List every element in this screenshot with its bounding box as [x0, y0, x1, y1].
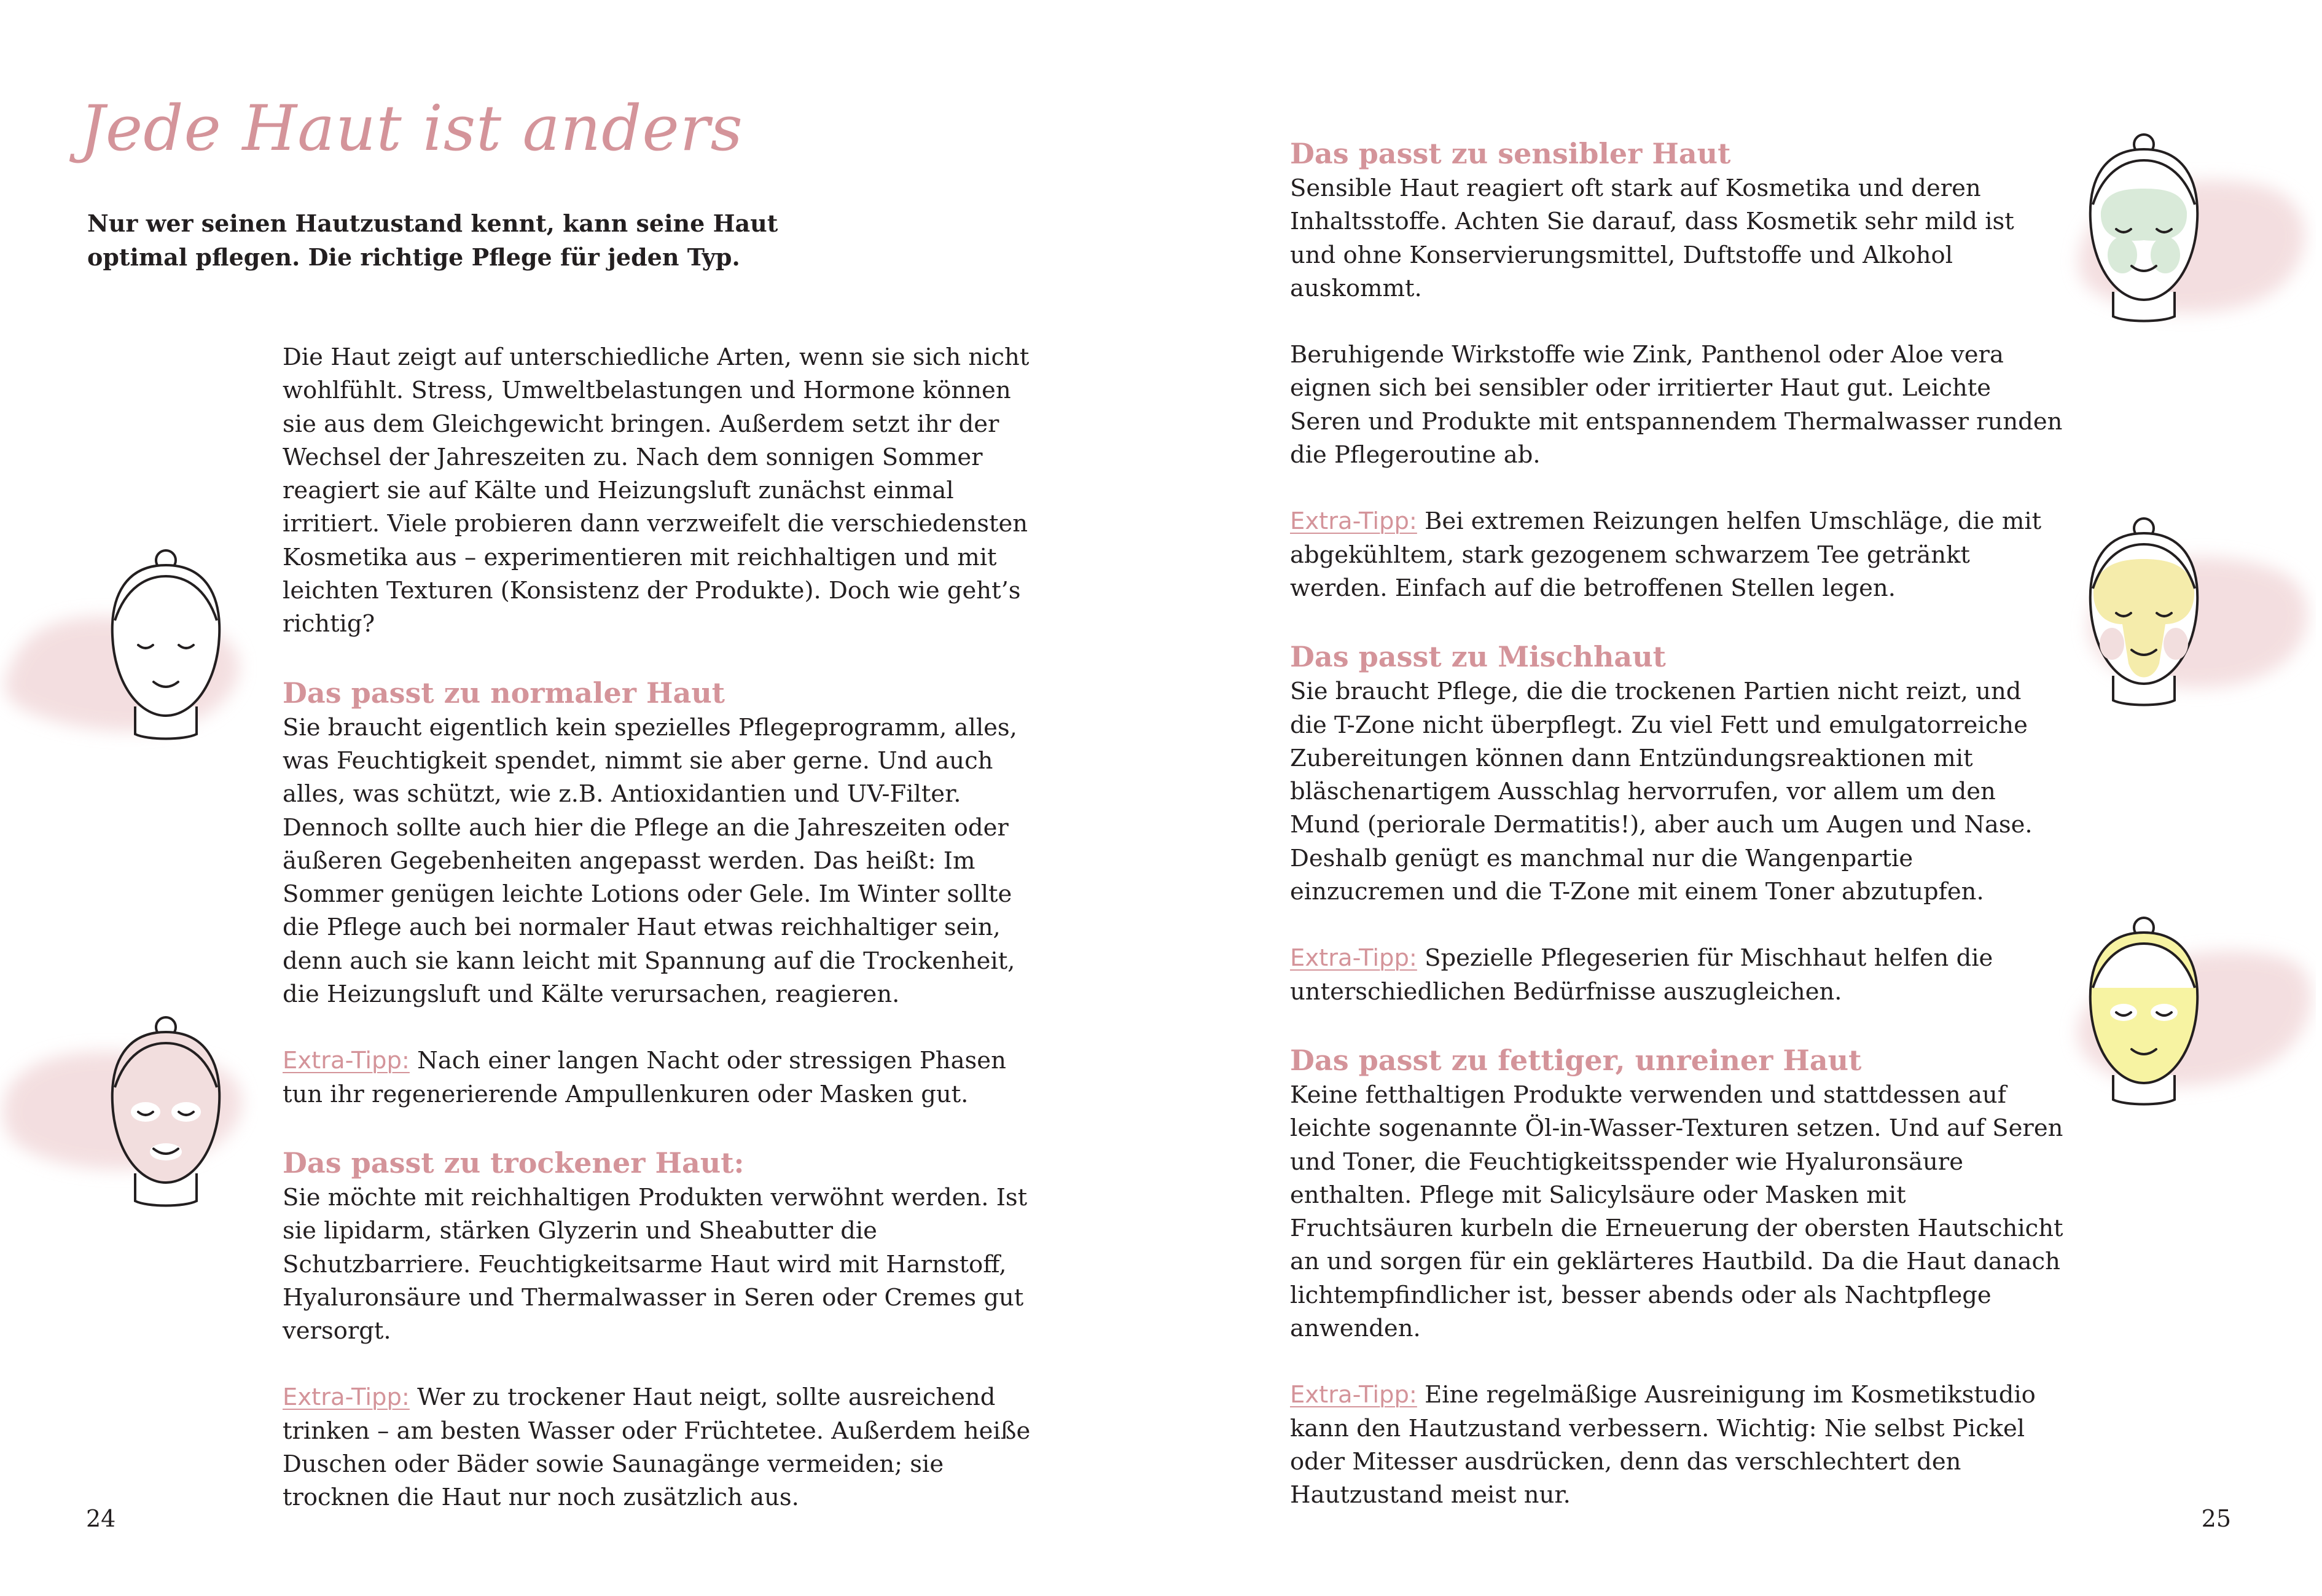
face-dry-skin-mask-icon [0, 995, 258, 1216]
right-page [1161, 0, 2322, 1596]
tip-sensitive-skin [1290, 505, 2064, 605]
text-dry-skin: Sie möchte mit reichhaltigen Produkten verwöhnt werden. Ist sie lipidarm, stärken Glyzerin und Sheabutter die Schutzbarriere. Feuchtigkeitsarme Haut wird mit Harnstoff, Hyaluronsäure und Thermalwasser in Seren oder Cremes gut versorgt. [283, 1183, 1028, 1345]
face-normal-skin-icon [0, 528, 258, 749]
heading-dry-skin: Das passt zu trockener Haut: [283, 1146, 745, 1179]
extra-tip-label: Extra-Tipp: [283, 1383, 410, 1412]
text-normal-skin: Sie braucht eigentlich kein spezielles Pflegeprogramm, alles, was Feuchtigkeit spendet, nimmt sie aber gerne. Und auch alles, was schützt, wie z.B. Antioxidantien und UV-Filter. Dennoch sollte auch hier die Pflege an die Jahreszeiten oder äußeren Gegebenheiten angepasst werden. Das heißt: Im Sommer genügen leichte Lotions oder Gele. Im Winter sollte die Pflege auch bei normaler Haut etwas reichhaltiger sein, denn auch sie kann leicht mit Spannung auf die Trockenheit, die Heizungsluft und Kälte verursachen, reagieren. [283, 713, 1017, 1009]
extra-tip-label: Extra-Tipp: [1290, 944, 1417, 972]
page-number-left: 24 [86, 1505, 116, 1532]
extra-tip-text: Bei extremen Reizungen helfen Umschläge, die mit abgekühltem, stark gezogenem schwarzem Tee getränkt werden. Einfach auf die betroffenen Stellen legen. [1290, 507, 2042, 602]
extra-tip-label: Extra-Tipp: [283, 1047, 410, 1075]
face-combination-skin-icon [2058, 504, 2316, 725]
face-oily-skin-icon [2058, 903, 2316, 1124]
extra-tip-text: Eine regelmäßige Ausreinigung im Kosmetikstudio kann den Hautzustand verbessern. Wichtig: Nie selbst Pickel oder Mitesser ausdrücken, denn das verschlechtert den Hautzustand meist nur. [1290, 1381, 2036, 1509]
tip-dry-skin [283, 1381, 1044, 1514]
extra-tip-text: Nach einer langen Nacht oder stressigen Phasen tun ihr regenerierende Ampullenkuren oder Masken gut. [283, 1047, 1006, 1108]
text-oily-skin: Keine fetthaltigen Produkte verwenden und stattdessen auf leichte sogenannte Öl-in-Wasser-Texturen setzen. Und auf Seren und Toner, die Feuchtigkeitsspender wie Hyaluronsäure enthalten. Pflege mit Salicylsäure oder Masken mit Fruchtsäuren kurbeln die Erneuerung der obersten Hautschicht an und sorgen für ein geklärteres Hautbild. Da die Haut danach lichtempfindlicher ist, besser abends oder als Nachtpflege anwenden. [1290, 1081, 2063, 1343]
tip-oily-skin [1290, 1379, 2064, 1512]
heading-oily-skin: Das passt zu fettiger, unreiner Haut [1290, 1043, 1862, 1077]
tip-combination-skin [1290, 942, 2064, 1009]
right-column [1290, 135, 2064, 1546]
heading-normal-skin: Das passt zu normaler Haut [283, 676, 725, 710]
intro-text: Nur wer seinen Hautzustand kennt, kann seine Haut optimal pflegen. Die richtige Pflege für jeden Typ. [87, 209, 778, 271]
page-title: Jede Haut ist anders [80, 92, 743, 165]
tip-normal-skin [283, 1044, 1044, 1111]
page-number-right: 25 [2201, 1505, 2231, 1532]
extra-tip-label: Extra-Tipp: [1290, 1381, 1417, 1409]
left-column [283, 341, 1044, 1548]
face-sensitive-skin-icon [2058, 120, 2316, 341]
text-combination-skin: Sie braucht Pflege, die die trockenen Partien nicht reizt, und die T-Zone nicht überpflegt. Zu viel Fett und emulgatorreiche Zubereitungen können dann Entzündungsreaktionen mit bläschenartigem Ausschlag hervorrufen, vor allem um den Mund (periorale Dermatitis!), aber auch um Augen und Nase. Deshalb genügt es manchmal nur die Wangenpartie einzucremen und die T-Zone mit einem Toner abzutupfen. [1290, 678, 2033, 906]
heading-sensitive-skin: Das passt zu sensibler Haut [1290, 137, 1731, 170]
body-paragraph: Die Haut zeigt auf unterschiedliche Arten, wenn sie sich nicht wohlfühlt. Stress, Umweltbelastungen und Hormone können sie aus dem Gleichgewicht bringen. Außerdem setzt ihr der Wechsel der Jahreszeiten zu. Nach dem sonnigen Sommer reagiert sie auf Kälte und Heizungsluft zunächst einmal irritiert. Viele probieren dann verzweifelt die verschiedensten Kosmetika aus – experimentieren mit reichhaltigen und mit leichten Texturen (Konsistenz der Produkte). Doch wie geht’s richtig? [283, 343, 1030, 638]
heading-combination-skin: Das passt zu Mischhaut [1290, 640, 1666, 674]
extra-tip-label: Extra-Tipp: [1290, 507, 1417, 536]
extra-tip-text: Spezielle Pflegeserien für Mischhaut helfen die unterschiedlichen Bedürfnisse auszugleichen. [1290, 944, 1993, 1006]
extra-tip-text: Wer zu trockener Haut neigt, sollte ausreichend trinken – am besten Wasser oder Früchtetee. Außerdem heiße Duschen oder Bäder sowie Saunagänge vermeiden; sie trocknen die Haut nur noch zusätzlich aus. [283, 1383, 1031, 1512]
text-sensitive-skin: Sensible Haut reagiert oft stark auf Kosmetika und deren Inhaltsstoffe. Achten Sie darauf, dass Kosmetik sehr mild ist und ohne Konservierungsmittel, Duftstoffe und Alkohol auskommt. [1290, 174, 2014, 302]
text-sensitive-skin-2: Beruhigende Wirkstoffe wie Zink, Panthenol oder Aloe vera eignen sich bei sensibler oder irritierter Haut gut. Leichte Seren und Produkte mit entspannendem Thermalwasser runden die Pflegeroutine ab. [1290, 341, 2063, 469]
